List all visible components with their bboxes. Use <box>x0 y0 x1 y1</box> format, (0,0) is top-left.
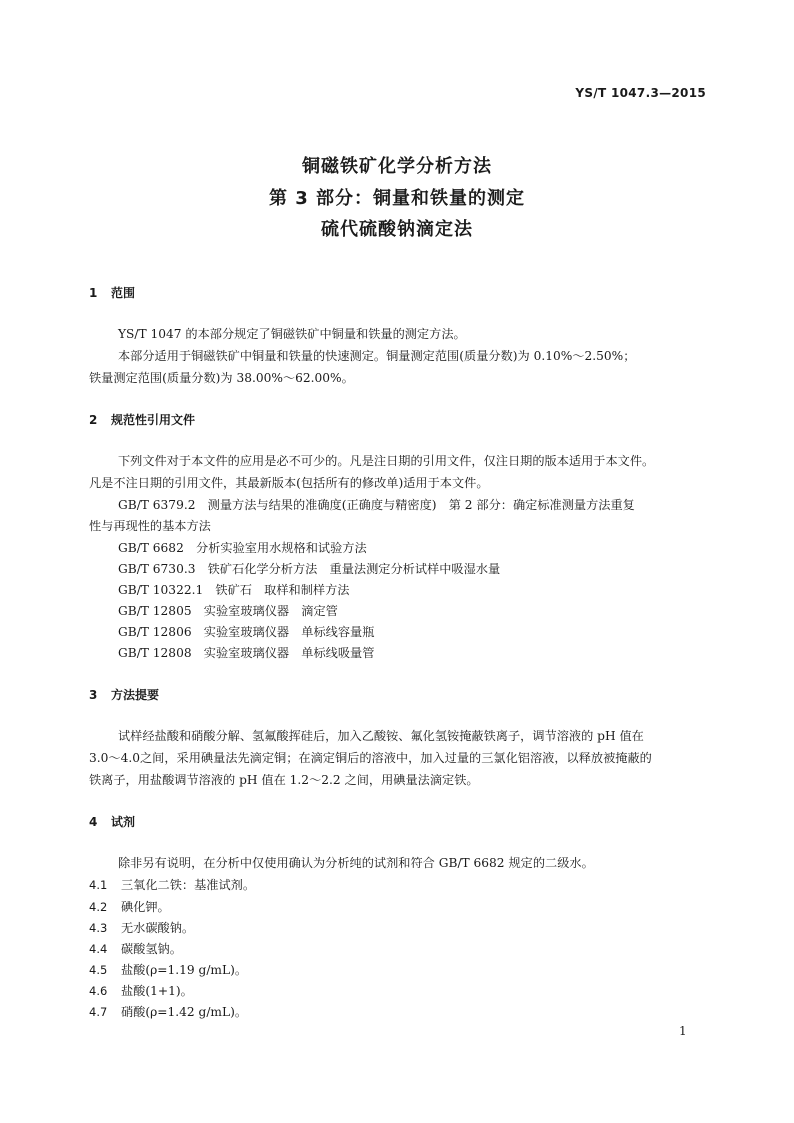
item-text: 无水碳酸钠。 <box>121 921 195 935</box>
item-number: 4.1 <box>89 878 108 892</box>
paragraph: 3.0～4.0之间，采用碘量法先滴定铜；在滴定铜后的溶液中，加入过量的三氯化铝溶液，以释放被掩蔽的 <box>89 751 652 765</box>
section-2-heading <box>89 411 195 428</box>
reagent-item <box>89 982 193 999</box>
paragraph: 下列文件对于本文件的应用是必不可少的。凡是注日期的引用文件，仅注日期的版本适用于本文件。 <box>118 454 655 468</box>
page-number: 1 <box>679 1024 687 1038</box>
paragraph: 本部分适用于铜磁铁矿中铜量和铁量的快速测定。铜量测定范围(质量分数)为 0.10%～2.50%； <box>118 349 636 363</box>
reference-item: GB/T 12808 实验室玻璃仪器 单标线吸量管 <box>118 646 375 660</box>
reference-item: 性与再现性的基本方法 <box>89 519 211 533</box>
paragraph: 铁离子，用盐酸调节溶液的 pH 值在 1.2～2.2 之间，用碘量法滴定铁。 <box>89 773 479 787</box>
section-title: 方法提要 <box>111 688 160 702</box>
item-number: 4.2 <box>89 900 108 914</box>
paragraph: 铁量测定范围(质量分数)为 38.00%～62.00%。 <box>89 371 354 385</box>
reagent-item <box>89 961 247 978</box>
title-line-1: 铜磁铁矿化学分析方法 <box>302 156 492 177</box>
paragraph: 除非另有说明，在分析中仅使用确认为分析纯的试剂和符合 GB/T 6682 规定的二级水。 <box>118 856 594 870</box>
section-3-heading <box>89 686 159 703</box>
section-number: 3 <box>89 688 98 702</box>
reference-item: GB/T 12805 实验室玻璃仪器 滴定管 <box>118 604 338 618</box>
reagent-item <box>89 940 182 957</box>
section-number: 4 <box>89 815 98 829</box>
item-number: 4.6 <box>89 984 108 998</box>
standard-code: YS/T 1047.3—2015 <box>575 86 706 100</box>
item-text: 盐酸(1+1)。 <box>121 984 193 998</box>
reagent-item <box>89 1003 247 1020</box>
item-text: 碘化钾。 <box>121 900 170 914</box>
reference-item: GB/T 6730.3 铁矿石化学分析方法 重量法测定分析试样中吸湿水量 <box>118 562 501 576</box>
reference-item: GB/T 12806 实验室玻璃仪器 单标线容量瓶 <box>118 625 375 639</box>
section-1-heading <box>89 284 135 301</box>
reagent-item <box>89 898 170 915</box>
reagent-item <box>89 919 194 936</box>
item-number: 4.4 <box>89 942 108 956</box>
reference-item: GB/T 10322.1 铁矿石 取样和制样方法 <box>118 583 350 597</box>
item-number: 4.7 <box>89 1005 108 1019</box>
item-number: 4.5 <box>89 963 108 977</box>
section-4-heading <box>89 813 135 830</box>
paragraph: 凡是不注日期的引用文件，其最新版本(包括所有的修改单)适用于本文件。 <box>89 476 489 490</box>
reference-item: GB/T 6682 分析实验室用水规格和试验方法 <box>118 541 367 555</box>
section-number: 2 <box>89 413 98 427</box>
item-text: 三氧化二铁：基准试剂。 <box>121 878 256 892</box>
section-number: 1 <box>89 286 98 300</box>
title-line-2: 第 3 部分：铜量和铁量的测定 <box>268 188 526 209</box>
section-title: 范围 <box>111 286 136 300</box>
paragraph: 试样经盐酸和硝酸分解、氢氟酸挥硅后，加入乙酸铵、氟化氢铵掩蔽铁离子，调节溶液的 pH 值在 <box>118 729 644 743</box>
section-title: 规范性引用文件 <box>111 413 196 427</box>
title-line-3: 硫代硫酸钠滴定法 <box>321 219 473 240</box>
item-text: 硝酸(ρ=1.42 g/mL)。 <box>121 1005 248 1019</box>
paragraph: YS/T 1047 的本部分规定了铜磁铁矿中铜量和铁量的测定方法。 <box>118 327 466 341</box>
item-number: 4.3 <box>89 921 108 935</box>
item-text: 碳酸氢钠。 <box>121 942 182 956</box>
reference-item: GB/T 6379.2 测量方法与结果的准确度(正确度与精密度) 第 2 部分：确定标准测量方法重复 <box>118 498 635 512</box>
section-title: 试剂 <box>111 815 136 829</box>
item-text: 盐酸(ρ=1.19 g/mL)。 <box>121 963 248 977</box>
reagent-item <box>89 876 255 893</box>
